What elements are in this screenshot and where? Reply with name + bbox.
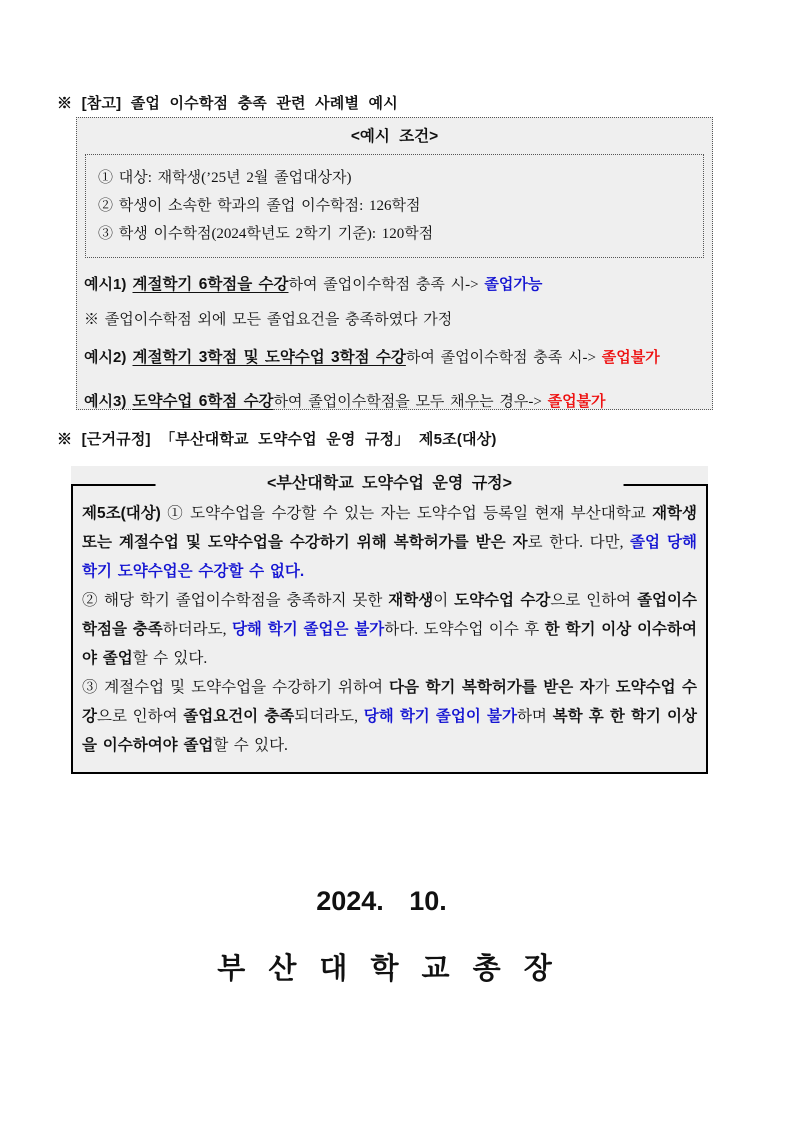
regulation-paragraph-2: ② 해당 학기 졸업이수학점을 충족하지 못한 재학생이 도약수업 수강으로 인하여 졸업이수학점을 충족하더라도, 당해 학기 졸업은 불가하다. 도약수업 이수 후 한 학기 이상 이수하여야 졸업할 수 있다. [82, 592, 697, 667]
example-line-3: 예시3) 도약수업 6학점 수강하여 졸업이수학점을 모두 채우는 경우-> 졸업불가 [84, 393, 606, 410]
regulation-paragraph-1: 제5조(대상) ① 도약수업을 수강할 수 있는 자는 도약수업 등록일 현재 부산대학교 재학생 또는 계절수업 및 도약수업을 수강하기 위해 복학허가를 받은 자로 한다. 다만, 졸업 당해 학기 도약수업은 수강할 수 없다. [82, 505, 697, 580]
condition-item-3: ③ 학생 이수학점(2024학년도 2학기 기준): 120학점 [98, 226, 434, 242]
example-line-1: 예시1) 계절학기 6학점을 수강하여 졸업이수학점 충족 시-> 졸업가능 [84, 276, 543, 293]
condition-item-2: ② 학생이 소속한 학과의 졸업 이수학점: 126학점 [98, 198, 421, 214]
regulation-paragraph-3: ③ 계절수업 및 도약수업을 수강하기 위하여 다음 학기 복학허가를 받은 자가 도약수업 수강으로 인하여 졸업요건이 충족되더라도, 당해 학기 졸업이 불가하며 복학 후 한 학기 이상을 이수하여야 졸업할 수 있다. [82, 679, 698, 754]
example-box-title: <예시 조건> [350, 128, 439, 145]
example-conditions-box [85, 154, 704, 258]
regulation-box-title: <부산대학교 도약수업 운영 규정> [155, 474, 624, 494]
example-case-box [76, 117, 713, 410]
example-line-2: 예시2) 계절학기 3학점 및 도약수업 3학점 수강하여 졸업이수학점 충족 시-> 졸업불가 [84, 349, 660, 366]
regulation-border [71, 475, 708, 774]
document-date: 2024. 10. [316, 886, 447, 916]
condition-item-1: ① 대상: 재학생(’25년 2월 졸업대상자) [98, 170, 352, 186]
reference-heading: ※ [참고] 졸업 이수학점 충족 관련 사례별 예시 [57, 95, 398, 112]
example-note: ※ 졸업이수학점 외에 모든 졸업요건을 충족하였다 가정 [84, 312, 453, 328]
regulation-heading: ※ [근거규정] 「부산대학교 도약수업 운영 규정」 제5조(대상) [57, 431, 497, 448]
regulation-box [71, 466, 708, 774]
president-signature: 부 산 대 학 교 총 장 [217, 953, 556, 985]
